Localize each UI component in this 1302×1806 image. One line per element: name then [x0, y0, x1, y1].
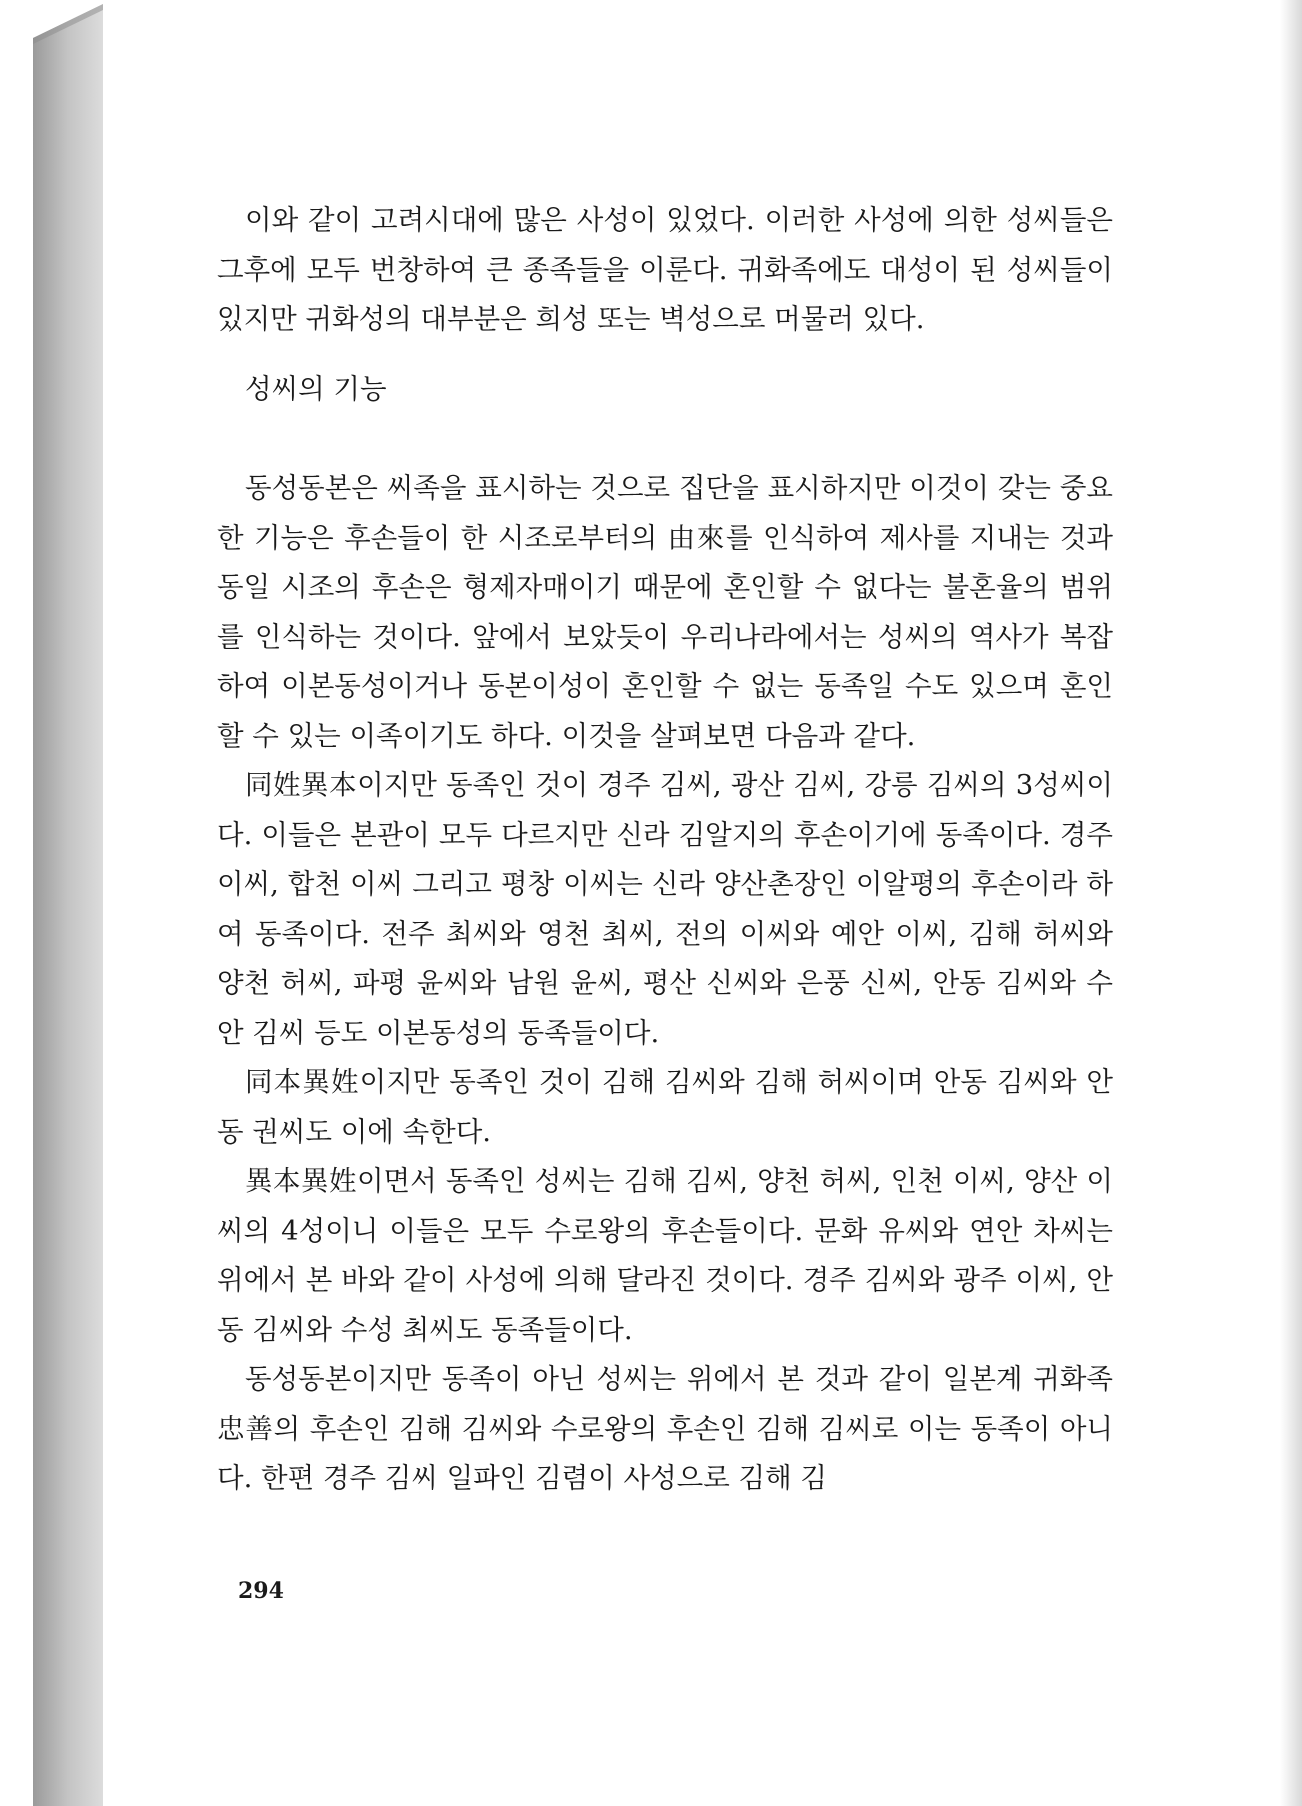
page-body [217, 196, 1113, 1504]
paragraph-1: 이와 같이 고려시대에 많은 사성이 있었다. 이러한 사성에 의한 성씨들은 그후에 모두 번창하여 큰 종족들을 이룬다. 귀화족에도 대성이 된 성씨들이 있지만 귀화성의 대부분은 희성 또는 벽성으로 머물러 있다. [217, 204, 1113, 335]
paragraph-2: 동성동본은 씨족을 표시하는 것으로 집단을 표시하지만 이것이 갖는 중요한 기능은 후손들이 한 시조로부터의 由來를 인식하여 제사를 지내는 것과 동일 시조의 후손은 형제자매이기 때문에 혼인할 수 없다는 불혼율의 범위를 인식하는 것이다. 앞에서 보았듯이 우리나라에서는 성씨의 역사가 복잡하여 이본동성이거나 동본이성이 혼인할 수 없는 동족일 수도 있으며 혼인할 수 있는 이족이기도 하다. 이것을 살펴보면 다음과 같다. [217, 472, 1113, 752]
page-edge-shadow [1280, 0, 1302, 1806]
book-spine [33, 0, 103, 1806]
paragraph-3: 同姓異本이지만 동족인 것이 경주 김씨, 광산 김씨, 강릉 김씨의 3성씨이다. 이들은 본관이 모두 다르지만 신라 김알지의 후손이기에 동족이다. 경주 이씨, 합천 이씨 그리고 평창 이씨는 신라 양산촌장인 이알평의 후손이라 하여 동족이다. 전주 최씨와 영천 최씨, 전의 이씨와 예안 이씨, 김해 허씨와 양천 허씨, 파평 윤씨와 남원 윤씨, 평산 신씨와 은풍 신씨, 안동 김씨와 수안 김씨 등도 이본동성의 동족들이다. [217, 769, 1113, 1049]
page-number: 294 [238, 1578, 284, 1604]
section-heading: 성씨의 기능 [245, 372, 387, 405]
paragraph-6: 동성동본이지만 동족이 아닌 성씨는 위에서 본 것과 같이 일본계 귀화족 忠善의 후손인 김해 김씨와 수로왕의 후손인 김해 김씨로 이는 동족이 아니다. 한편 경주 김씨 일파인 김렴이 사성으로 김해 김 [217, 1363, 1113, 1494]
paragraph-4: 同本異姓이지만 동족인 것이 김해 김씨와 김해 허씨이며 안동 김씨와 안동 권씨도 이에 속한다. [217, 1066, 1113, 1148]
paragraph-5: 異本異姓이면서 동족인 성씨는 김해 김씨, 양천 허씨, 인천 이씨, 양산 이씨의 4성이니 이들은 모두 수로왕의 후손들이다. 문화 유씨와 연안 차씨는 위에서 본 바와 같이 사성에 의해 달라진 것이다. 경주 김씨와 광주 이씨, 안동 김씨와 수성 최씨도 동족들이다. [217, 1165, 1113, 1346]
